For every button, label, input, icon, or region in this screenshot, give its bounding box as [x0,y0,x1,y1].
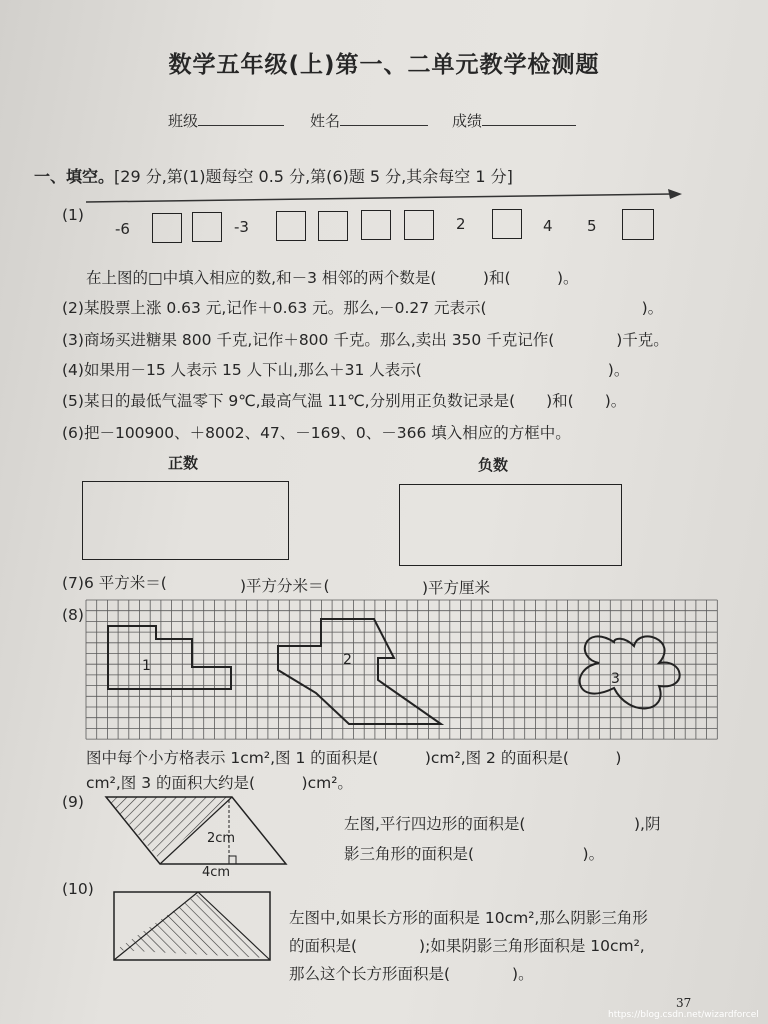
answer-box[interactable] [492,209,522,239]
area-grid-figure [84,598,724,744]
number-line [80,188,690,208]
answer-box[interactable] [152,213,182,243]
name-blank [340,111,428,126]
section-note: [29 分,第(1)题每空 0.5 分,第(6)题 5 分,其余每空 1 分] [114,167,513,186]
class-blank [198,111,284,126]
figure-2-shape [278,619,441,724]
section-title: 一、填空。 [34,167,115,186]
q10-text-line2: 的面积是( );如果阴影三角形面积是 10cm², [289,937,645,955]
score-label: 成绩 [452,112,483,130]
q10-text-line1: 左图中,如果长方形的面积是 10cm²,那么阴影三角形 [289,909,648,927]
positive-numbers-box[interactable] [82,481,289,560]
figure-3-shape [580,636,680,708]
page-number: 37 [676,996,692,1010]
score-field [452,110,576,131]
q6-text: (6)把－100900、＋8002、47、－169、0、－366 填入相应的方框中。 [62,424,571,442]
answer-box[interactable] [622,209,654,240]
number-label: 4 [543,217,553,235]
q7-part2: )平方分米＝( [240,577,330,595]
number-label: -6 [115,220,130,238]
figure-label: 2 [343,652,352,668]
answer-box[interactable] [192,212,222,242]
q9-text-line2: 影三角形的面积是( )。 [344,845,605,863]
q1-label: (1) [62,206,84,224]
positive-label: 正数 [168,454,199,472]
number-label: -3 [234,218,249,236]
class-field [168,110,284,131]
q5-text: (5)某日的最低气温零下 9℃,最高气温 11℃,分别用正负数记录是( )和( )。 [62,392,627,410]
q8-label: (8) [62,606,84,624]
grid-lines [86,600,717,739]
figure-label: 1 [142,658,151,674]
name-label: 姓名 [310,112,341,130]
q8-text-line2: cm²,图 3 的面积大约是( )cm²。 [86,774,353,792]
q9-text-line1: 左图,平行四边形的面积是( ),阴 [344,815,661,833]
q9-label: (9) [62,793,84,811]
q3-text: (3)商场买进糖果 800 千克,记作＋800 千克。那么,卖出 350 千克记作( )千克。 [62,331,669,349]
answer-box[interactable] [318,211,348,241]
page-title: 数学五年级(上)第一、二单元教学检测题 [168,52,600,78]
right-angle-mark [229,856,236,864]
shaded-triangle [106,797,232,860]
q2-text: (2)某股票上涨 0.63 元,记作＋0.63 元。那么,－0.27 元表示( )。 [62,299,664,317]
parallelogram-figure [102,792,292,878]
height-label: 2cm [207,831,236,846]
negative-label: 负数 [478,456,509,474]
answer-box[interactable] [404,210,434,240]
figure-label: 3 [611,671,620,687]
section-header [34,164,513,187]
name-field [310,110,428,131]
base-label: 4cm [202,865,231,878]
number-line-arrow [668,189,682,199]
q4-text: (4)如果用－15 人表示 15 人下山,那么＋31 人表示( )。 [62,361,630,379]
number-label: 2 [456,215,466,233]
class-label: 班级 [168,112,199,130]
q10-label: (10) [62,880,94,898]
rectangle-figure [110,888,274,963]
q10-text-line3: 那么这个长方形面积是( )。 [289,965,534,983]
q7-part3: )平方厘米 [422,579,491,597]
watermark: https://blog.csdn.net/wizardforcel [608,1010,759,1020]
q7-part1: (7)6 平方米＝( [62,574,167,592]
q8-text-line1: 图中每个小方格表示 1cm²,图 1 的面积是( )cm²,图 2 的面积是( ) [86,749,622,767]
q1-text: 在上图的□中填入相应的数,和－3 相邻的两个数是( )和( )。 [86,269,579,287]
negative-numbers-box[interactable] [399,484,622,566]
answer-box[interactable] [361,210,391,240]
shaded-triangle [116,894,268,958]
number-line-axis [86,194,672,202]
answer-box[interactable] [276,211,306,241]
number-label: 5 [587,217,597,235]
score-blank [482,111,576,126]
figure-1-shape [108,626,231,689]
